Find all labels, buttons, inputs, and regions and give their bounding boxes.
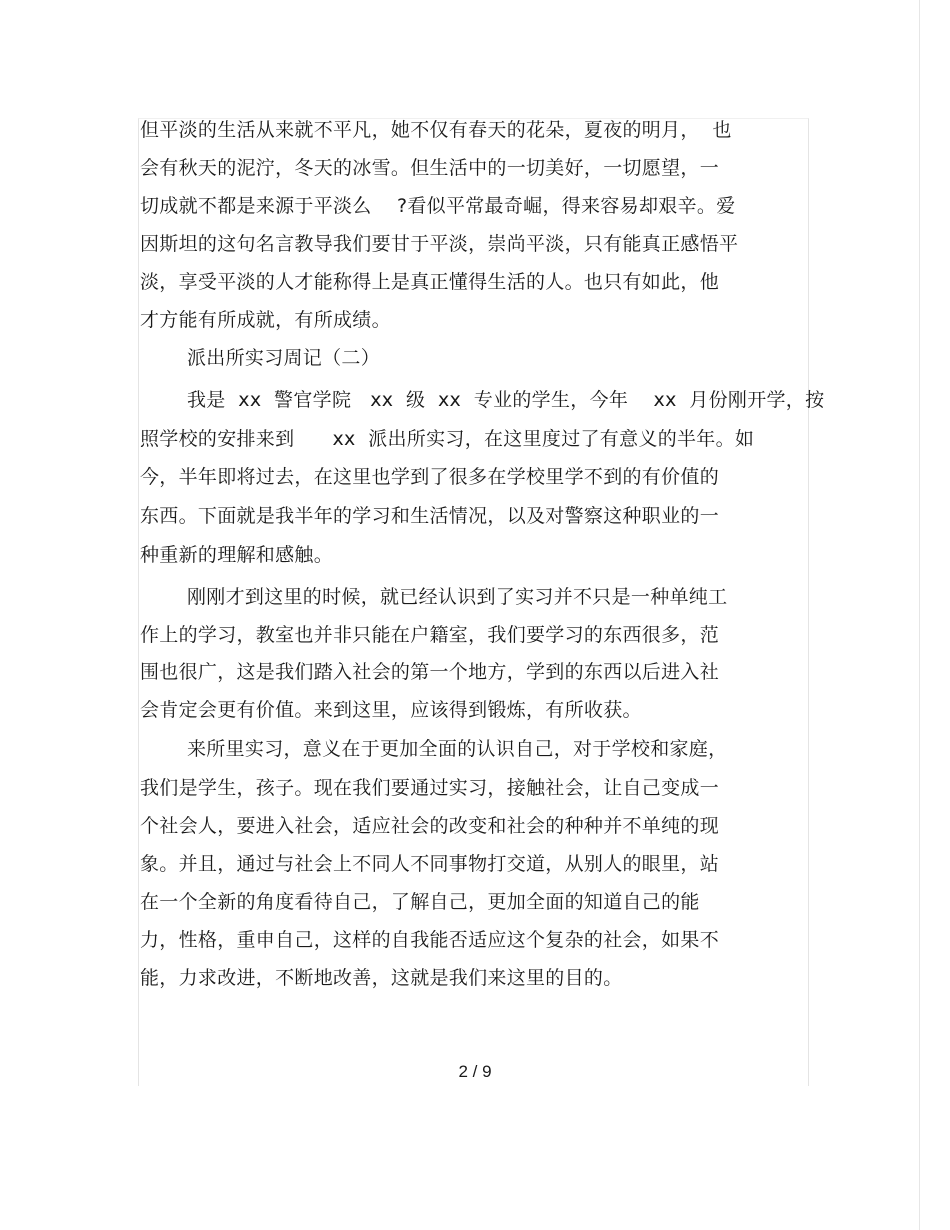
text-line: 切成就不都是来源于平淡么 ?看似平常最奇崛，得来容易却艰辛。爱 bbox=[140, 195, 736, 217]
viewer-edge bbox=[919, 0, 920, 1230]
text-line: 淡，享受平淡的人才能称得上是真正懂得生活的人。也只有如此，他 bbox=[140, 271, 720, 293]
text-line: 围也很广，这是我们踏入社会的第一个地方，学到的东西以后进入社 bbox=[140, 661, 720, 683]
text-line: 来所里实习，意义在于更加全面的认识自己，对于学校和家庭， bbox=[187, 738, 728, 760]
text-line: 种重新的理解和感触。 bbox=[140, 544, 334, 566]
text-line: 我是 xx 警官学院 xx 级 xx 专业的学生，今年 xx 月份刚开学，按 bbox=[187, 389, 825, 411]
text-line: 因斯坦的这句名言教导我们要甘于平淡，崇尚平淡，只有能真正感悟平 bbox=[140, 233, 739, 255]
text-line: 但平淡的生活从来就不平凡，她不仅有春天的花朵，夏夜的明月， 也 bbox=[140, 119, 732, 141]
text-line: 能，力求改进，不断地改善，这就是我们来这里的目的。 bbox=[140, 967, 623, 989]
section-title: 派出所实习周记（二） bbox=[187, 347, 381, 369]
text-line: 我们是学生，孩子。现在我们要通过实习，接触社会，让自己变成一 bbox=[140, 777, 720, 799]
text-line: 会有秋天的泥泞，冬天的冰雪。但生活中的一切美好，一切愿望，一 bbox=[140, 157, 720, 179]
text-line: 在一个全新的角度看待自己，了解自己，更加全面的知道自己的能 bbox=[140, 891, 700, 913]
text-line: 个社会人，要进入社会，适应社会的改变和社会的种种并不单纯的现 bbox=[140, 815, 720, 837]
text-line: 照学校的安排来到 xx 派出所实习，在这里度过了有意义的半年。如 bbox=[140, 428, 755, 450]
text-line: 才方能有所成就，有所成绩。 bbox=[140, 309, 391, 331]
text-line: 会肯定会更有价值。来到这里，应该得到锻炼，有所收获。 bbox=[140, 699, 642, 721]
text-line: 东西。下面就是我半年的学习和生活情况，以及对警察这种职业的一 bbox=[140, 505, 720, 527]
text-line: 力，性格，重申自己，这样的自我能否适应这个复杂的社会，如果不 bbox=[140, 929, 720, 951]
text-line: 今，半年即将过去，在这里也学到了很多在学校里学不到的有价值的 bbox=[140, 466, 720, 488]
page-number: 2 / 9 bbox=[458, 1062, 492, 1081]
text-line: 象。并且，通过与社会上不同人不同事物打交道，从别人的眼里，站 bbox=[140, 853, 720, 875]
text-line: 刚刚才到这里的时候，就已经认识到了实习并不只是一种单纯工 bbox=[187, 586, 728, 608]
text-line: 作上的学习，教室也并非只能在户籍室，我们要学习的东西很多，范 bbox=[140, 624, 720, 646]
